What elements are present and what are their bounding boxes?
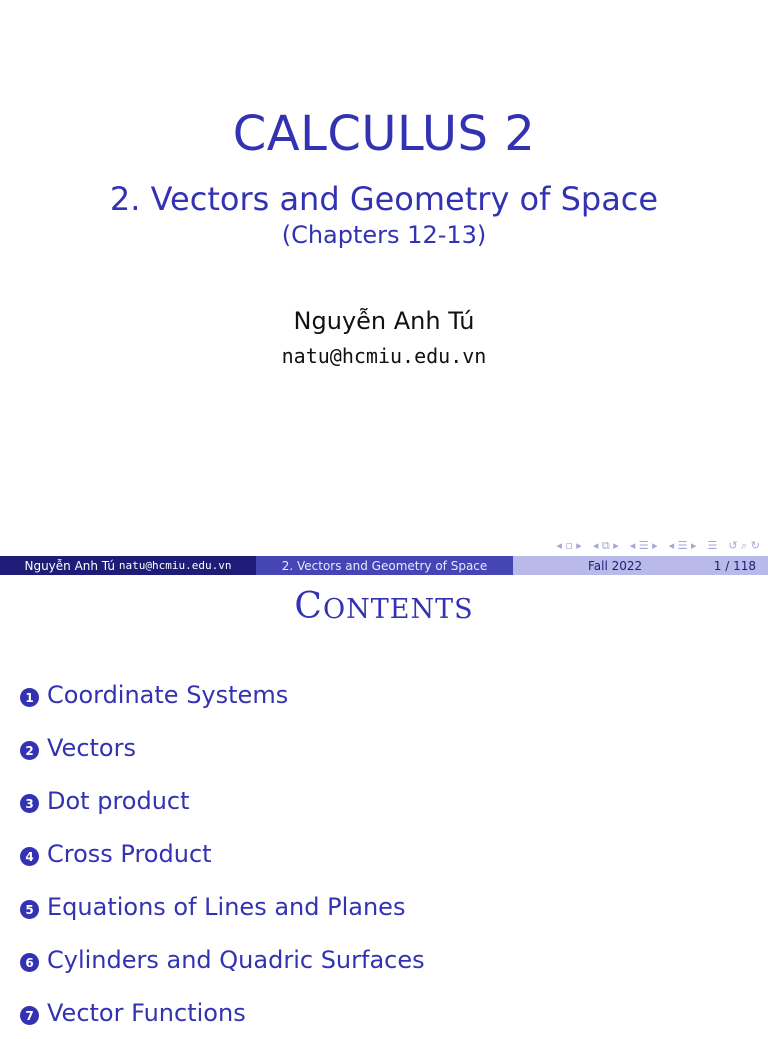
nav-subsection-icon[interactable]: ◂ ⧉ ▸: [592, 539, 619, 552]
chapters-note: (Chapters 12-13): [281, 221, 487, 249]
footer-author-email: natu@hcmiu.edu.vn: [118, 559, 232, 572]
toc-item-label: Cylinders and Quadric Surfaces: [47, 945, 425, 974]
footer-author: [0, 556, 256, 575]
toc-item-label: Vectors: [47, 733, 136, 762]
contents-heading-rest: ONTENTS: [322, 594, 474, 625]
contents-slide: [0, 576, 768, 1027]
nav-section-icon[interactable]: ◂ ☰ ▸: [629, 539, 658, 552]
slide-title: CALCULUS 2: [232, 106, 536, 162]
toc-item-label: Coordinate Systems: [47, 680, 289, 709]
toc-item-label: Dot product: [47, 786, 190, 815]
toc-item-lines-and-planes[interactable]: [20, 880, 425, 933]
beamer-navigation: [556, 539, 760, 553]
contents-heading-initial: C: [294, 586, 323, 627]
toc-item-vectors[interactable]: [20, 721, 425, 774]
toc-item-label: Cross Product: [47, 839, 212, 868]
footer-topic: 2. Vectors and Geometry of Space: [256, 556, 513, 575]
toc-number-badge: 4: [20, 847, 39, 866]
toc-number-badge: 6: [20, 953, 39, 972]
footer-term: Fall 2022: [588, 558, 643, 573]
slide-subtitle: 2. Vectors and Geometry of Space: [109, 180, 659, 218]
footer-author-name: Nguyễn Anh Tú: [24, 558, 115, 573]
toc-number-badge: 2: [20, 741, 39, 760]
toc-number-badge: 5: [20, 900, 39, 919]
table-of-contents: [20, 668, 425, 1039]
toc-number-badge: 1: [20, 688, 39, 707]
nav-frame-icon[interactable]: ◂ ▫ ▸: [556, 539, 582, 552]
nav-menu-icon[interactable]: ☰: [707, 539, 718, 552]
contents-heading: [0, 586, 768, 627]
toc-number-badge: 3: [20, 794, 39, 813]
footer-page-number: 1 / 118: [713, 558, 756, 573]
toc-item-dot-product[interactable]: [20, 774, 425, 827]
toc-item-coordinate-systems[interactable]: [20, 668, 425, 721]
footer-info: [513, 556, 768, 575]
toc-item-label: Vector Functions: [47, 998, 246, 1027]
nav-document-icon[interactable]: ◂ ☰ ▸: [668, 539, 697, 552]
toc-item-cross-product[interactable]: [20, 827, 425, 880]
author-email: natu@hcmiu.edu.vn: [281, 344, 487, 368]
slide-footer: [0, 556, 768, 575]
toc-number-badge: 7: [20, 1006, 39, 1025]
toc-item-cylinders-quadrics[interactable]: [20, 933, 425, 986]
toc-item-label: Equations of Lines and Planes: [47, 892, 406, 921]
nav-search-icon[interactable]: ↺ ⌕ ↻: [728, 539, 760, 552]
toc-item-vector-functions[interactable]: [20, 986, 425, 1039]
author-name: Nguyễn Anh Tú: [293, 307, 475, 335]
